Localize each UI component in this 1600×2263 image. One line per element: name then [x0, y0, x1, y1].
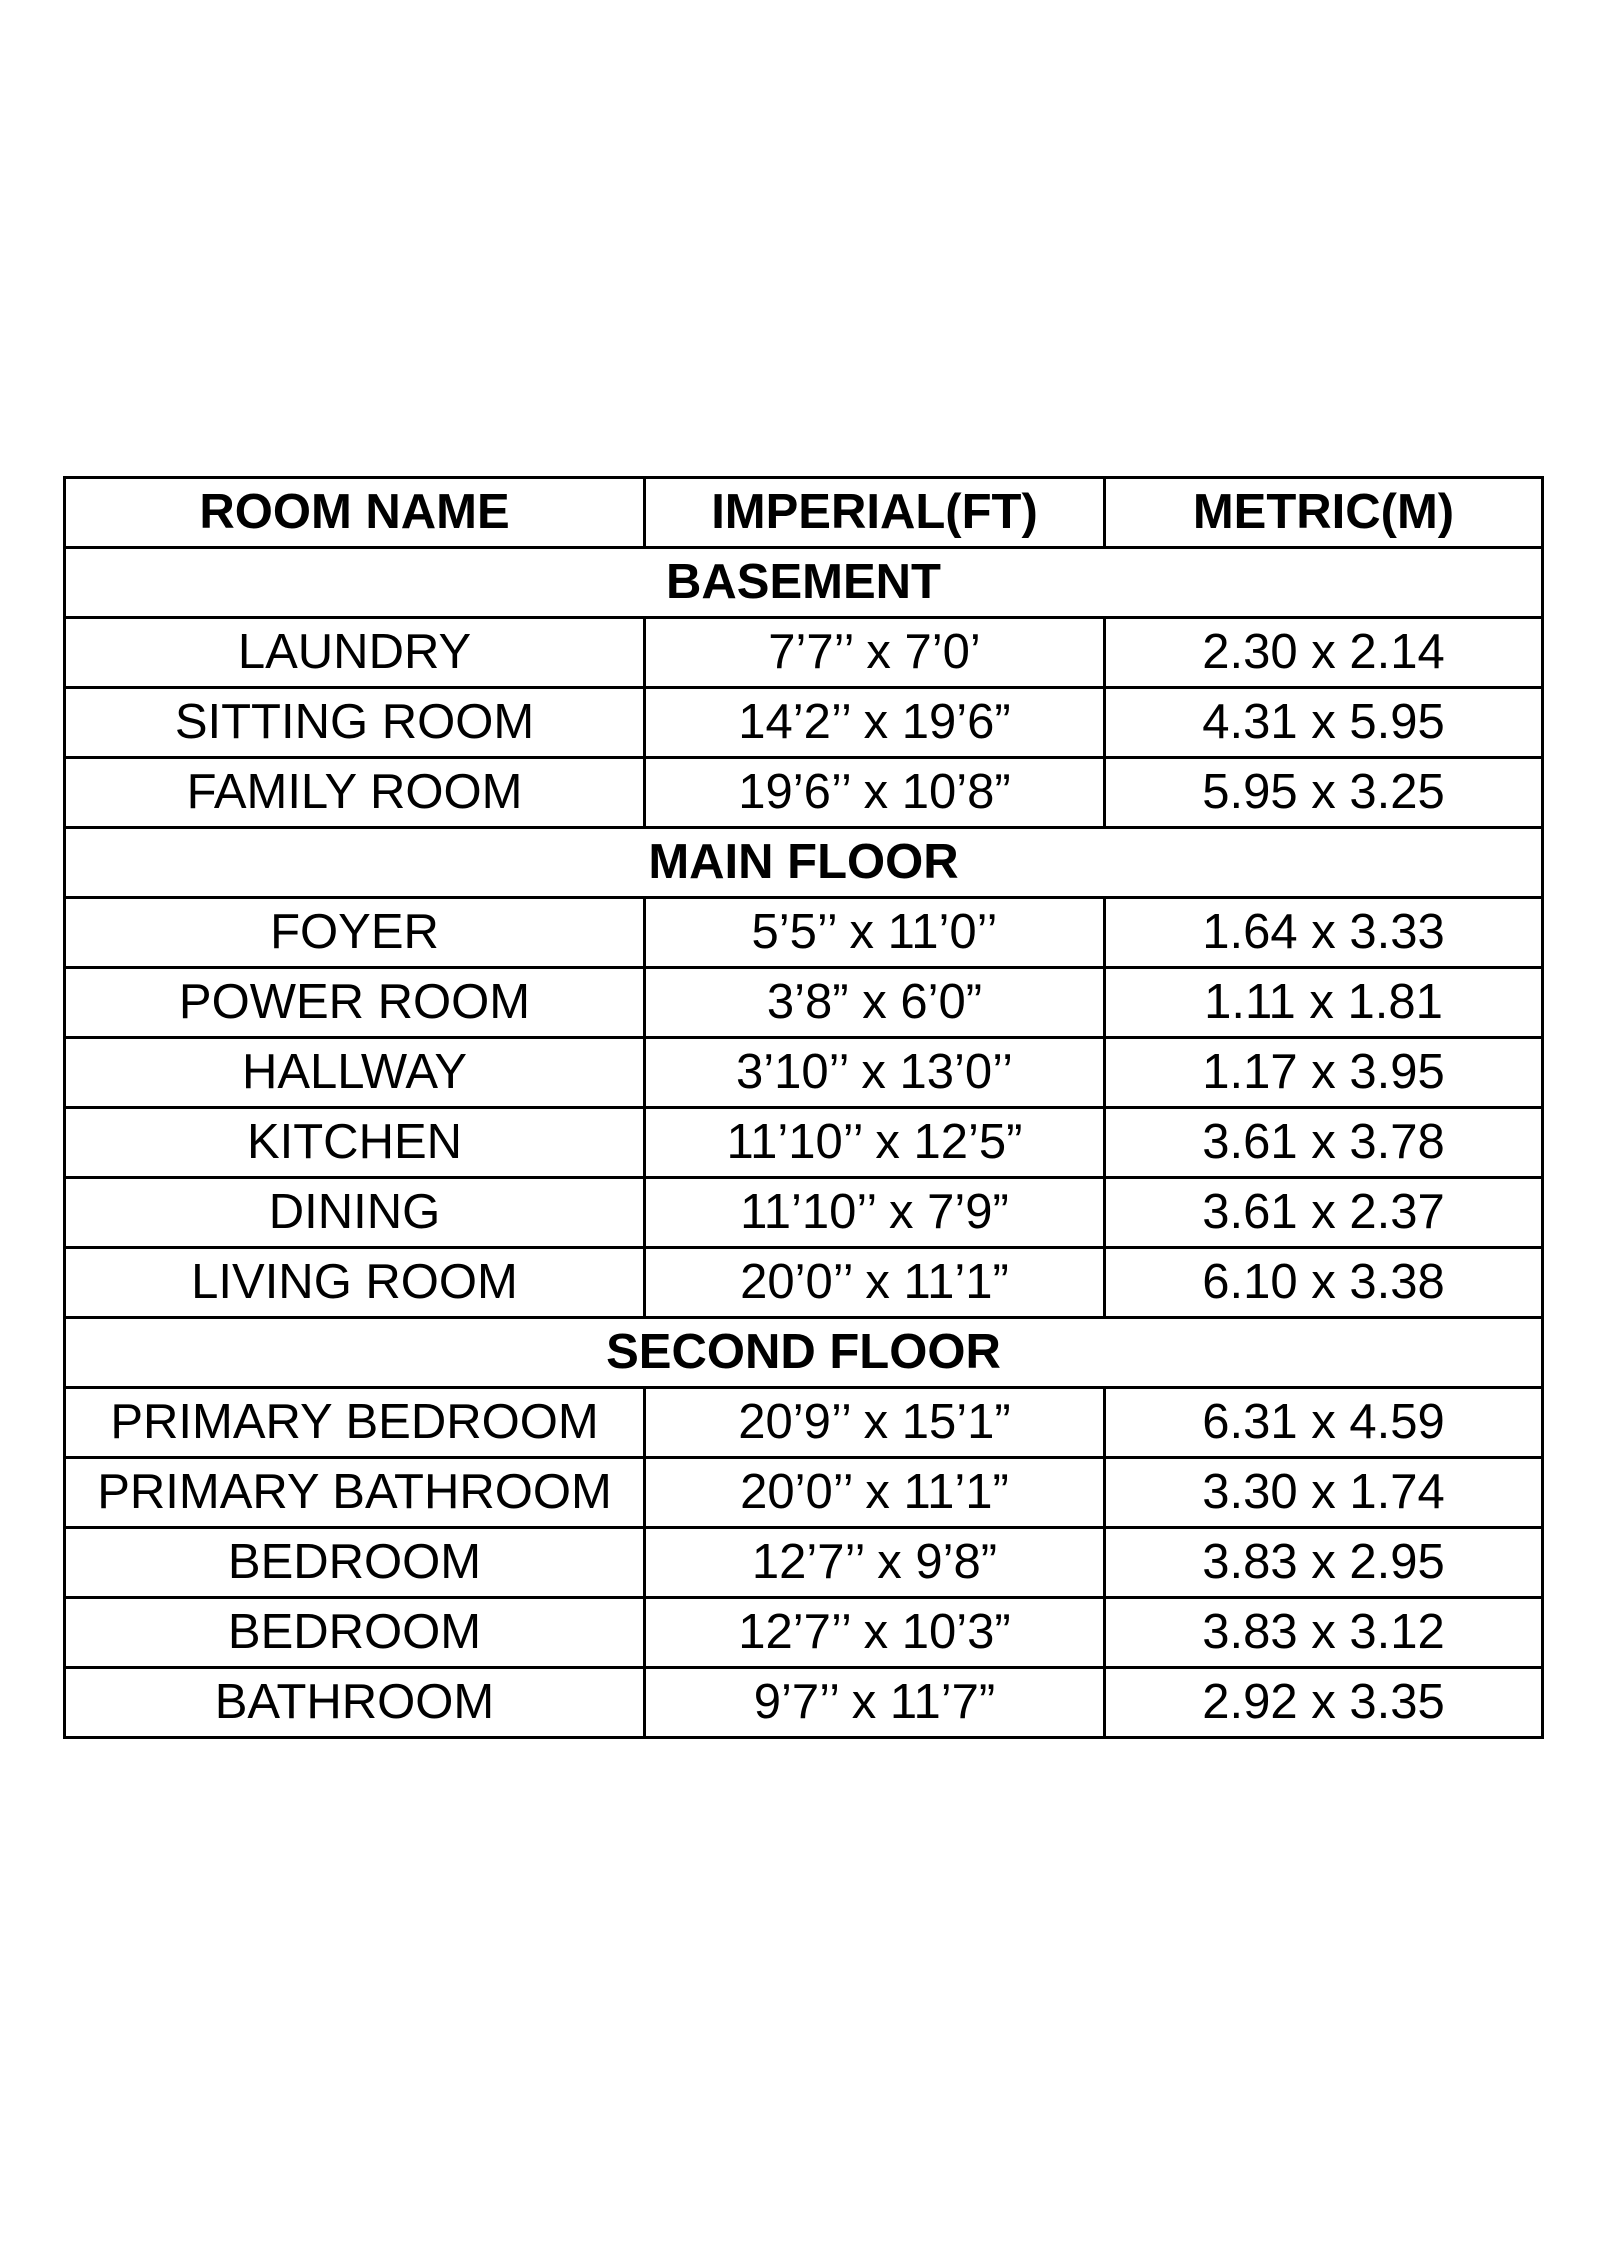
metric-cell: 5.95 x 3.25 [1105, 758, 1543, 828]
room-name-cell: BEDROOM [65, 1598, 645, 1668]
room-name-cell: FAMILY ROOM [65, 758, 645, 828]
imperial-cell: 20’0’’ x 11’1” [645, 1458, 1105, 1528]
imperial-cell: 5’5’’ x 11’0’’ [645, 898, 1105, 968]
imperial-cell: 12’7’’ x 9’8” [645, 1528, 1105, 1598]
room-name-cell: PRIMARY BATHROOM [65, 1458, 645, 1528]
imperial-cell: 19’6’’ x 10’8” [645, 758, 1105, 828]
table-row [65, 1248, 1543, 1318]
room-name-cell: FOYER [65, 898, 645, 968]
imperial-cell: 3’10’’ x 13’0’’ [645, 1038, 1105, 1108]
metric-cell: 3.61 x 3.78 [1105, 1108, 1543, 1178]
table-row [65, 758, 1543, 828]
header-room-name: ROOM NAME [65, 478, 645, 548]
metric-cell: 2.30 x 2.14 [1105, 618, 1543, 688]
section-row-second-floor [65, 1318, 1543, 1388]
header-row [65, 478, 1543, 548]
room-name-cell: SITTING ROOM [65, 688, 645, 758]
table-row [65, 968, 1543, 1038]
imperial-cell: 9’7’’ x 11’7” [645, 1668, 1105, 1738]
room-name-cell: HALLWAY [65, 1038, 645, 1108]
metric-cell: 3.83 x 2.95 [1105, 1528, 1543, 1598]
imperial-cell: 12’7’’ x 10’3” [645, 1598, 1105, 1668]
metric-cell: 4.31 x 5.95 [1105, 688, 1543, 758]
imperial-cell: 14’2’’ x 19’6” [645, 688, 1105, 758]
header-metric: METRIC(M) [1105, 478, 1543, 548]
metric-cell: 3.83 x 3.12 [1105, 1598, 1543, 1668]
imperial-cell: 11’10’’ x 12’5” [645, 1108, 1105, 1178]
room-dimensions-table [63, 476, 1544, 1739]
metric-cell: 3.30 x 1.74 [1105, 1458, 1543, 1528]
room-name-cell: POWER ROOM [65, 968, 645, 1038]
room-name-cell: DINING [65, 1178, 645, 1248]
metric-cell: 3.61 x 2.37 [1105, 1178, 1543, 1248]
imperial-cell: 20’0’’ x 11’1” [645, 1248, 1105, 1318]
room-name-cell: LAUNDRY [65, 618, 645, 688]
header-imperial: IMPERIAL(FT) [645, 478, 1105, 548]
imperial-cell: 3’8” x 6’0” [645, 968, 1105, 1038]
metric-cell: 6.31 x 4.59 [1105, 1388, 1543, 1458]
metric-cell: 1.11 x 1.81 [1105, 968, 1543, 1038]
table-row [65, 1528, 1543, 1598]
section-row-main-floor [65, 828, 1543, 898]
room-name-cell: KITCHEN [65, 1108, 645, 1178]
section-row-basement [65, 548, 1543, 618]
metric-cell: 1.17 x 3.95 [1105, 1038, 1543, 1108]
imperial-cell: 7’7’’ x 7’0’ [645, 618, 1105, 688]
table-row [65, 1388, 1543, 1458]
section-title: MAIN FLOOR [65, 828, 1543, 898]
table-row [65, 898, 1543, 968]
room-name-cell: BEDROOM [65, 1528, 645, 1598]
room-name-cell: PRIMARY BEDROOM [65, 1388, 645, 1458]
table-row [65, 618, 1543, 688]
metric-cell: 2.92 x 3.35 [1105, 1668, 1543, 1738]
imperial-cell: 11’10’’ x 7’9” [645, 1178, 1105, 1248]
metric-cell: 6.10 x 3.38 [1105, 1248, 1543, 1318]
section-title: BASEMENT [65, 548, 1543, 618]
table-row [65, 1108, 1543, 1178]
room-name-cell: BATHROOM [65, 1668, 645, 1738]
table-row [65, 1668, 1543, 1738]
table-row [65, 1178, 1543, 1248]
section-title: SECOND FLOOR [65, 1318, 1543, 1388]
table-row [65, 688, 1543, 758]
metric-cell: 1.64 x 3.33 [1105, 898, 1543, 968]
table-row [65, 1598, 1543, 1668]
table-row [65, 1458, 1543, 1528]
table-row [65, 1038, 1543, 1108]
room-name-cell: LIVING ROOM [65, 1248, 645, 1318]
imperial-cell: 20’9’’ x 15’1” [645, 1388, 1105, 1458]
